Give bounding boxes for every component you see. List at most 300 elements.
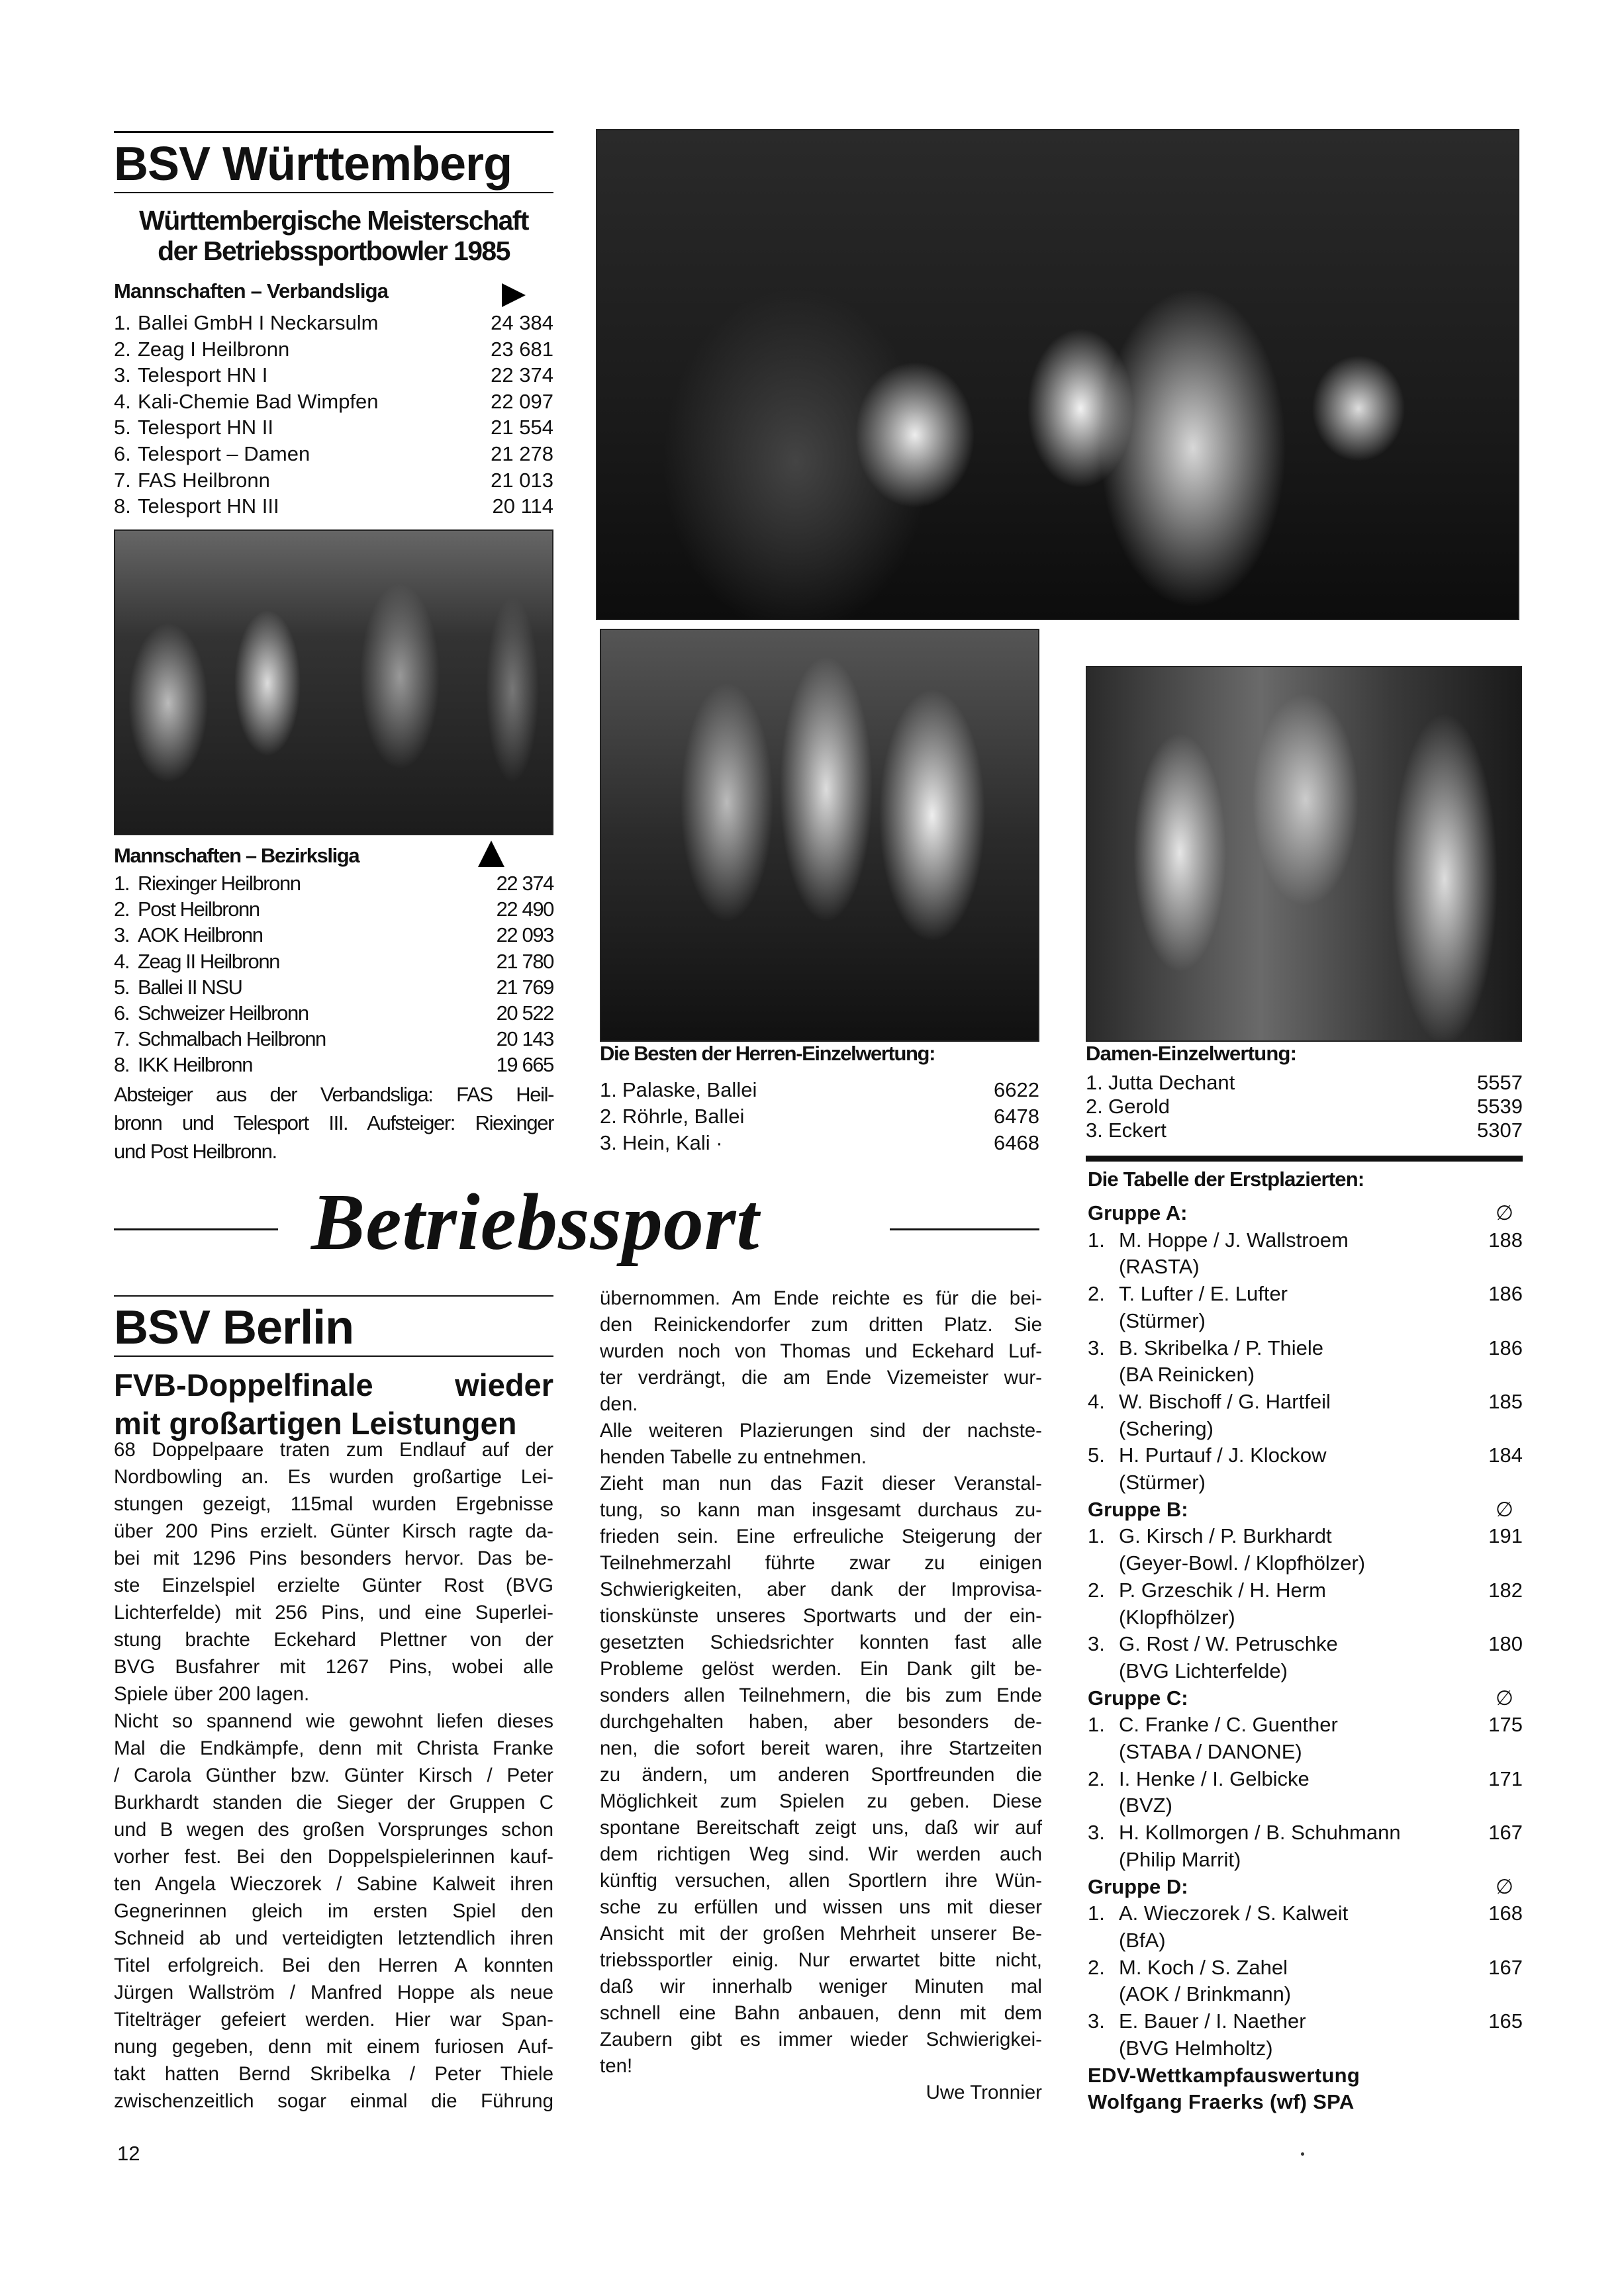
list-row — [114, 389, 553, 415]
photo-team-podium — [114, 529, 553, 835]
pair-names: H. Kollmorgen / B. Schuhmann — [1119, 1821, 1401, 1845]
rank-label: 1. — [600, 1078, 617, 1101]
entry-name: Ballei GmbH I Neckarsulm — [138, 311, 379, 334]
table-row-club — [1088, 1658, 1523, 1685]
list-row-left — [114, 493, 279, 520]
top-rule — [114, 131, 553, 133]
table-row — [1088, 2008, 1523, 2035]
list-row-left — [114, 896, 260, 922]
rank-label: 3. — [1088, 1336, 1105, 1359]
spacer — [1088, 1361, 1119, 1389]
list-row — [1086, 1095, 1523, 1119]
list-row-left — [114, 467, 270, 494]
author: Uwe Tronnier — [926, 2082, 1042, 2103]
list-row — [600, 1130, 1039, 1156]
club-name: (BVG Lichterfelde) — [1119, 1659, 1288, 1682]
rank-label: 1. — [1088, 1902, 1105, 1925]
club-name: (Schering) — [1119, 1416, 1214, 1440]
score-value: 20 522 — [496, 1001, 553, 1025]
entry-name: Ballei II NSU — [138, 975, 242, 999]
rank-label: 2. — [600, 1105, 617, 1128]
article-line: Probleme gelöst werden. Ein Dank gilt be- — [600, 1658, 1042, 1680]
club-name: (Geyer-Bowl. / Klopfhölzer) — [1119, 1551, 1366, 1575]
list-row-left — [600, 1077, 757, 1103]
banner-dash-left — [114, 1228, 278, 1230]
list-row — [114, 870, 553, 896]
club-name: (BA Reinicken) — [1119, 1363, 1255, 1387]
page-number: 12 — [117, 2142, 140, 2165]
list-row — [114, 493, 553, 520]
spacer — [1088, 1847, 1119, 1874]
club-name: (STABA / DANONE) — [1119, 1740, 1302, 1764]
list-row — [114, 1026, 553, 1052]
group-name: Gruppe C: — [1088, 1686, 1188, 1710]
table-row — [1088, 1766, 1523, 1793]
score-value: 24 384 — [491, 311, 553, 334]
table-row — [1088, 1227, 1523, 1254]
table-row-club — [1088, 1416, 1523, 1443]
score-value: 21 013 — [491, 468, 553, 492]
article-line: tionskünste unseres Sportwarts und der ein- — [600, 1605, 1042, 1627]
article-line: 68 Doppelpaare traten zum Endlauf auf der — [114, 1439, 553, 1461]
table-row-club — [1088, 2035, 1523, 2062]
entry-name: IKK Heilbronn — [138, 1053, 253, 1077]
article-line: Titelträger gefeiert werden. Hier war Span- — [114, 2009, 553, 2031]
title-rule — [114, 192, 553, 193]
damen-heading: Damen-Einzelwertung: — [1086, 1042, 1297, 1065]
spacer — [1088, 2035, 1119, 2062]
average-value: 188 — [1488, 1228, 1523, 1252]
list-row-left — [114, 870, 301, 896]
note-line: bronn und Telesport III. Aufsteiger: Riexinger — [114, 1111, 553, 1134]
list-row-left — [1086, 1071, 1235, 1095]
score-value: 22 097 — [491, 389, 553, 413]
rank-label: 4. — [114, 389, 131, 413]
rank-label: 3. — [600, 1131, 617, 1154]
article-line: Nordbowling an. Es wurden großartige Lei- — [114, 1466, 553, 1488]
headline-line: mit großartigen Leistungen — [114, 1406, 517, 1441]
damen-list — [1086, 1071, 1523, 1142]
club-name: (Stürmer) — [1119, 1471, 1206, 1494]
list-row-left — [114, 922, 263, 948]
table-row-club — [1088, 1361, 1523, 1389]
article-line: tung, so kann man insgesamt durchaus zu- — [600, 1499, 1042, 1521]
article-line: Burkhardt standen die Sieger der Gruppen C — [114, 1792, 553, 1814]
article-line: ten! — [600, 2055, 633, 2077]
rank-label: 5. — [114, 416, 131, 439]
score-value: 20 114 — [492, 494, 553, 518]
list-row-left — [114, 389, 379, 415]
article-line: übernommen. Am Ende reichte es für die bei- — [600, 1287, 1042, 1309]
rank-label: 1. — [1088, 1228, 1105, 1252]
article-line: Zaubern gibt es immer wieder Schwierigkei- — [600, 2029, 1042, 2050]
average-value: 186 — [1488, 1282, 1523, 1306]
table-row-club — [1088, 1792, 1523, 1819]
entry-name: Telesport – Damen — [138, 441, 310, 465]
article-line: spontane Bereitschaft zeigt uns, daß wir auf — [600, 1817, 1042, 1839]
spacer — [1088, 1658, 1119, 1685]
list-row — [114, 310, 553, 336]
entry-name: Palaske, Ballei — [622, 1078, 757, 1101]
photo-damen-winners — [1086, 666, 1522, 1042]
article-line: schnell eine Bahn anbauen, denn mit dem — [600, 2002, 1042, 2024]
article-line: daß wir innerhalb weniger Minuten mal — [600, 1976, 1042, 1998]
rank-label: 1. — [1088, 1524, 1105, 1548]
subtitle-line: der Betriebssportbowler 1985 — [158, 236, 510, 266]
article-line: Titel erfolgreich. Bei den Herren A konnten — [114, 1954, 553, 1976]
up-triangle-icon — [478, 841, 504, 867]
table-row — [1088, 1819, 1523, 1847]
entry-name: Schmalbach Heilbronn — [138, 1027, 326, 1051]
list-row-left — [600, 1130, 723, 1156]
article-column-1 — [114, 1436, 553, 2115]
entry-name: Eckert — [1108, 1119, 1167, 1142]
rank-label: 3. — [1086, 1119, 1103, 1142]
rank-label: 8. — [114, 1053, 130, 1077]
average-symbol: ∅ — [1495, 1201, 1513, 1224]
article-line: Jürgen Wallström / Manfred Hoppe als neue — [114, 1982, 553, 2003]
average-value: 167 — [1488, 1821, 1523, 1845]
note-line: und Post Heilbronn. — [114, 1140, 277, 1163]
average-value: 184 — [1488, 1444, 1523, 1467]
article-line: Teilnehmerzahl führte zwar zu einigen — [600, 1552, 1042, 1574]
speck — [1301, 2152, 1304, 2156]
article-line: Mal die Endkämpfe, denn mit Christa Franke — [114, 1737, 553, 1759]
club-name: (Klopfhölzer) — [1119, 1605, 1235, 1629]
score-value: 5539 — [1477, 1095, 1523, 1118]
entry-name: Kali-Chemie Bad Wimpfen — [138, 389, 379, 413]
article-line: triebssportler einig. Nur erwartet bitte nicht, — [600, 1949, 1042, 1971]
average-value: 191 — [1488, 1524, 1523, 1548]
pair-names: T. Lufter / E. Lufter — [1119, 1282, 1288, 1306]
pair-names: A. Wieczorek / S. Kalweit — [1119, 1902, 1349, 1925]
club-name: (BVZ) — [1119, 1794, 1172, 1817]
right-triangle-icon — [502, 283, 526, 307]
pair-names: P. Grzeschik / H. Herm — [1119, 1578, 1326, 1602]
rank-label: 3. — [114, 363, 131, 387]
table-row — [1088, 1577, 1523, 1604]
score-value: 22 374 — [496, 872, 553, 895]
list-row — [114, 414, 553, 441]
herren-list — [600, 1077, 1039, 1156]
list-row — [114, 441, 553, 467]
article-line: zwischenzeitlich sogar einmal die Führung — [114, 2090, 553, 2112]
table-row-club — [1088, 1254, 1523, 1281]
rank-label: 1. — [114, 872, 130, 895]
club-name: (AOK / Brinkmann) — [1119, 1982, 1292, 2006]
rank-label: 6. — [114, 1001, 130, 1025]
group-heading — [1088, 1685, 1523, 1712]
score-value: 6468 — [994, 1131, 1039, 1154]
list-row-left — [114, 414, 273, 441]
pair-names: W. Bischoff / G. Hartfeil — [1119, 1389, 1331, 1413]
table-row-club — [1088, 1604, 1523, 1631]
headline-part: FVB-Doppelfinale — [114, 1367, 373, 1402]
rank-label: 4. — [1088, 1389, 1105, 1413]
average-value: 168 — [1488, 1902, 1523, 1925]
article-line: gesetzten Schiedsrichter konnten fast alle — [600, 1631, 1042, 1653]
list-row — [114, 362, 553, 389]
list-row — [1086, 1071, 1523, 1095]
club-name: (Stürmer) — [1119, 1309, 1206, 1332]
article-line: henden Tabelle zu entnehmen. — [600, 1446, 867, 1468]
article-line: wurden noch von Thomas und Eckehard Luf- — [600, 1340, 1042, 1362]
rank-label: 8. — [114, 494, 131, 518]
section-title-berlin: BSV Berlin — [114, 1301, 354, 1354]
photo-herren-winners — [600, 629, 1039, 1042]
spacer — [1088, 1254, 1119, 1281]
club-name: (Philip Marrit) — [1119, 1847, 1241, 1871]
score-value: 20 143 — [496, 1027, 553, 1051]
score-value: 23 681 — [491, 337, 553, 361]
average-symbol: ∅ — [1495, 1686, 1513, 1710]
table-row — [1088, 1389, 1523, 1416]
article-line: takt hatten Bernd Skribelka / Peter Thiele — [114, 2063, 553, 2085]
group-name: Gruppe A: — [1088, 1201, 1188, 1224]
entry-name: Jutta Dechant — [1108, 1071, 1235, 1094]
list-row-left — [114, 974, 242, 1000]
rank-label: 7. — [114, 1027, 130, 1051]
credit-line: Wolfgang Fraerks (wf) SPA — [1088, 2090, 1355, 2114]
article-line: bei mit 1296 Pins besonders hervor. Das be- — [114, 1547, 553, 1569]
relegation-note — [114, 1080, 553, 1166]
table-row — [1088, 1712, 1523, 1739]
spacer — [1088, 1550, 1119, 1577]
entry-name: Telesport HN II — [138, 416, 274, 439]
entry-name: Gerold — [1108, 1095, 1170, 1118]
list-row — [114, 974, 553, 1000]
group-name: Gruppe B: — [1088, 1497, 1188, 1521]
section-title-wuerttemberg: BSV Württemberg — [114, 138, 512, 191]
rank-label: 1. — [1086, 1071, 1103, 1094]
list-row — [600, 1077, 1039, 1103]
list-row-left — [114, 362, 267, 389]
rank-label: 1. — [1088, 1713, 1105, 1737]
berlin-top-rule — [114, 1295, 553, 1297]
banner-title: Betriebssport — [311, 1177, 760, 1267]
spacer — [1088, 1927, 1119, 1954]
note-line: Absteiger aus der Verbandsliga: FAS Heil- — [114, 1083, 553, 1106]
rank-label: 3. — [1088, 2009, 1105, 2033]
rank-label: 3. — [114, 923, 130, 947]
list-row-left — [114, 1000, 309, 1026]
spacer — [1088, 1739, 1119, 1766]
score-value: 5307 — [1477, 1119, 1523, 1142]
article-line: dem richtigen Weg sind. Wir werden auch — [600, 1843, 1042, 1865]
rank-label: 3. — [1088, 1821, 1105, 1845]
article-line: sonders allen Teilnehmern, die bis zum Ende — [600, 1684, 1042, 1706]
list-row — [114, 467, 553, 494]
article-line: ter verdrängt, die am Ende Vizemeister wur- — [600, 1367, 1042, 1389]
article-line: Alle weiteren Plazierungen sind der nachste- — [600, 1420, 1042, 1442]
bezirksliga-heading: Mannschaften – Bezirksliga — [114, 844, 359, 867]
article-line: ten Angela Wieczorek / Sabine Kalweit ihren — [114, 1873, 553, 1895]
article-line: nen, die sofort bereit waren, ihre Startzeiten — [600, 1737, 1042, 1759]
club-name: (BfA) — [1119, 1928, 1166, 1952]
verbandsliga-list — [114, 310, 553, 520]
average-symbol: ∅ — [1495, 1874, 1513, 1898]
pair-names: M. Hoppe / J. Wallstroem — [1119, 1228, 1349, 1252]
article-line: Gegnerinnen gleich im ersten Spiel den — [114, 1900, 553, 1922]
list-row-left — [114, 336, 289, 363]
entry-name: Zeag I Heilbronn — [138, 337, 290, 361]
rank-label: 2. — [1086, 1095, 1103, 1118]
table-row-club — [1088, 1469, 1523, 1496]
article-line: Schneid ab und verteidigten letztendlich ihren — [114, 1927, 553, 1949]
article-line: künftig versuchen, allen Sportlern ihre Wün- — [600, 1870, 1042, 1892]
pair-names: B. Skribelka / P. Thiele — [1119, 1336, 1324, 1359]
table-row-club — [1088, 1927, 1523, 1954]
article-line: zu ändern, um anderen Sportfreunden die — [600, 1764, 1042, 1786]
article-line: sche zu erfüllen und wissen uns mit dieser — [600, 1896, 1042, 1918]
article-line: stungen gezeigt, 115mal wurden Ergebnisse — [114, 1493, 553, 1515]
rank-label: 2. — [1088, 1578, 1105, 1602]
article-line: BVG Busfahrer mit 1267 Pins, wobei alle — [114, 1656, 553, 1678]
table-row — [1088, 1281, 1523, 1308]
entry-name: Telesport HN I — [138, 363, 268, 387]
club-name: (BVG Helmholtz) — [1119, 2036, 1273, 2060]
score-value: 21 780 — [496, 949, 553, 973]
entry-name: Zeag II Heilbronn — [138, 949, 279, 973]
table-row — [1088, 1900, 1523, 1927]
article-line: Ansicht mit der großen Mehrheit unserer Be- — [600, 1923, 1042, 1945]
score-value: 6478 — [994, 1105, 1039, 1128]
average-value: 165 — [1488, 2009, 1523, 2033]
spacer — [1088, 1981, 1119, 2008]
spacer — [1088, 1308, 1119, 1335]
average-value: 171 — [1488, 1767, 1523, 1790]
article-line: Lichterfelde) mit 256 Pins, und eine Superlei- — [114, 1602, 553, 1624]
list-row-left — [1086, 1095, 1170, 1119]
entry-name: Röhrle, Ballei — [622, 1105, 745, 1128]
article-column-2 — [600, 1285, 1042, 2080]
pair-names: G. Rost / W. Petruschke — [1119, 1632, 1338, 1656]
article-line: stung brachte Eckehard Plettner von der — [114, 1629, 553, 1651]
score-value: 22 374 — [491, 363, 553, 387]
spacer — [1088, 1792, 1119, 1819]
article-line: Möglichkeit zum Spielen zu geben. Diese — [600, 1790, 1042, 1812]
photo-award-ceremony — [596, 129, 1519, 620]
average-symbol: ∅ — [1495, 1497, 1513, 1521]
entry-name: Riexinger Heilbronn — [138, 872, 301, 895]
score-value: 21 554 — [491, 416, 553, 439]
table-row-club — [1088, 1308, 1523, 1335]
list-row — [114, 948, 553, 974]
entry-name: FAS Heilbronn — [138, 468, 270, 492]
table-row — [1088, 1523, 1523, 1550]
group-heading — [1088, 1496, 1523, 1524]
pair-names: M. Koch / S. Zahel — [1119, 1955, 1288, 1979]
spacer — [1088, 1604, 1119, 1631]
article-line: den. — [600, 1393, 638, 1415]
average-value: 182 — [1488, 1578, 1523, 1602]
score-value: 19 665 — [496, 1053, 553, 1077]
list-row — [114, 336, 553, 363]
group-heading — [1088, 1874, 1523, 1901]
article-line: den Reinickendorfer zum dritten Platz. Sie — [600, 1314, 1042, 1336]
average-value: 180 — [1488, 1632, 1523, 1656]
article-line: vorher fest. Bei den Doppelspielerinnen kauf- — [114, 1846, 553, 1868]
pair-names: G. Kirsch / P. Burkhardt — [1119, 1524, 1332, 1548]
article-line: durchgehalten haben, aber besonders de- — [600, 1711, 1042, 1733]
club-name: (RASTA) — [1119, 1255, 1200, 1279]
score-value: 21 278 — [491, 441, 553, 465]
verbandsliga-heading: Mannschaften – Verbandsliga — [114, 279, 389, 302]
entry-name: Telesport HN III — [138, 494, 279, 518]
rank-label: 7. — [114, 468, 131, 492]
list-row — [600, 1103, 1039, 1130]
rank-label: 3. — [1088, 1632, 1105, 1656]
results-table-heading: Die Tabelle der Erstplazierten: — [1088, 1168, 1364, 1191]
entry-name: Hein, Kali · — [622, 1131, 723, 1154]
bezirksliga-list — [114, 870, 553, 1078]
article-line: Spiele über 200 lagen. — [114, 1683, 310, 1705]
list-row — [1086, 1119, 1523, 1142]
article-line: und B wegen des großen Vorsprunges schon — [114, 1819, 553, 1841]
table-row-club — [1088, 1981, 1523, 2008]
score-value: 22 093 — [496, 923, 553, 947]
berlin-title-rule — [114, 1355, 553, 1357]
article-line: frieden sein. Eine erfreuliche Steigerung der — [600, 1526, 1042, 1547]
article-line: ste Einzelspiel erzielte Günter Rost (BVG — [114, 1575, 553, 1596]
entry-name: Schweizer Heilbronn — [138, 1001, 309, 1025]
pair-names: E. Bauer / I. Naether — [1119, 2009, 1306, 2033]
list-row-left — [114, 1026, 326, 1052]
article-line: nung gegeben, denn mit einem furiosen Auf- — [114, 2036, 553, 2058]
results-table — [1088, 1200, 1523, 2116]
group-name: Gruppe D: — [1088, 1874, 1188, 1898]
spacer — [1088, 1416, 1119, 1443]
pair-names: I. Henke / I. Gelbicke — [1119, 1767, 1310, 1790]
article-line: über 200 Pins erzielt. Günter Kirsch ragte da- — [114, 1520, 553, 1542]
headline — [114, 1366, 553, 1443]
table-row-club — [1088, 1739, 1523, 1766]
headline-part: wieder — [455, 1367, 553, 1402]
list-row-left — [114, 441, 310, 467]
rank-label: 2. — [1088, 1282, 1105, 1306]
list-row-left — [114, 310, 378, 336]
thick-rule — [1086, 1156, 1523, 1162]
score-value: 21 769 — [496, 975, 553, 999]
table-row — [1088, 1335, 1523, 1362]
article-line: Zieht man nun das Fazit dieser Veranstal- — [600, 1473, 1042, 1494]
list-row-left — [114, 948, 279, 974]
pair-names: H. Purtauf / J. Klockow — [1119, 1444, 1327, 1467]
article-line: / Carola Günther bzw. Günter Kirsch / Peter — [114, 1765, 553, 1786]
average-value: 175 — [1488, 1713, 1523, 1737]
banner-dash-right — [890, 1228, 1039, 1230]
list-row-left — [600, 1103, 744, 1130]
rank-label: 1. — [114, 311, 131, 334]
average-value: 167 — [1488, 1955, 1523, 1979]
rank-label: 2. — [114, 897, 130, 921]
list-row — [114, 922, 553, 948]
credit-line: EDV-Wettkampfauswertung — [1088, 2063, 1360, 2087]
average-value: 186 — [1488, 1336, 1523, 1359]
list-row-left — [1086, 1119, 1167, 1142]
subtitle-line: Württembergische Meisterschaft — [139, 205, 528, 236]
table-row — [1088, 1442, 1523, 1469]
pair-names: C. Franke / C. Guenther — [1119, 1713, 1338, 1737]
subtitle — [114, 205, 553, 266]
average-value: 185 — [1488, 1389, 1523, 1413]
article-line: Nicht so spannend wie gewohnt liefen dieses — [114, 1710, 553, 1732]
rank-label: 2. — [1088, 1767, 1105, 1790]
entry-name: Post Heilbronn — [138, 897, 260, 921]
article-line: Schwierigkeiten, aber dank der Improvisa- — [600, 1579, 1042, 1600]
score-value: 6622 — [994, 1078, 1039, 1101]
table-row — [1088, 1631, 1523, 1658]
